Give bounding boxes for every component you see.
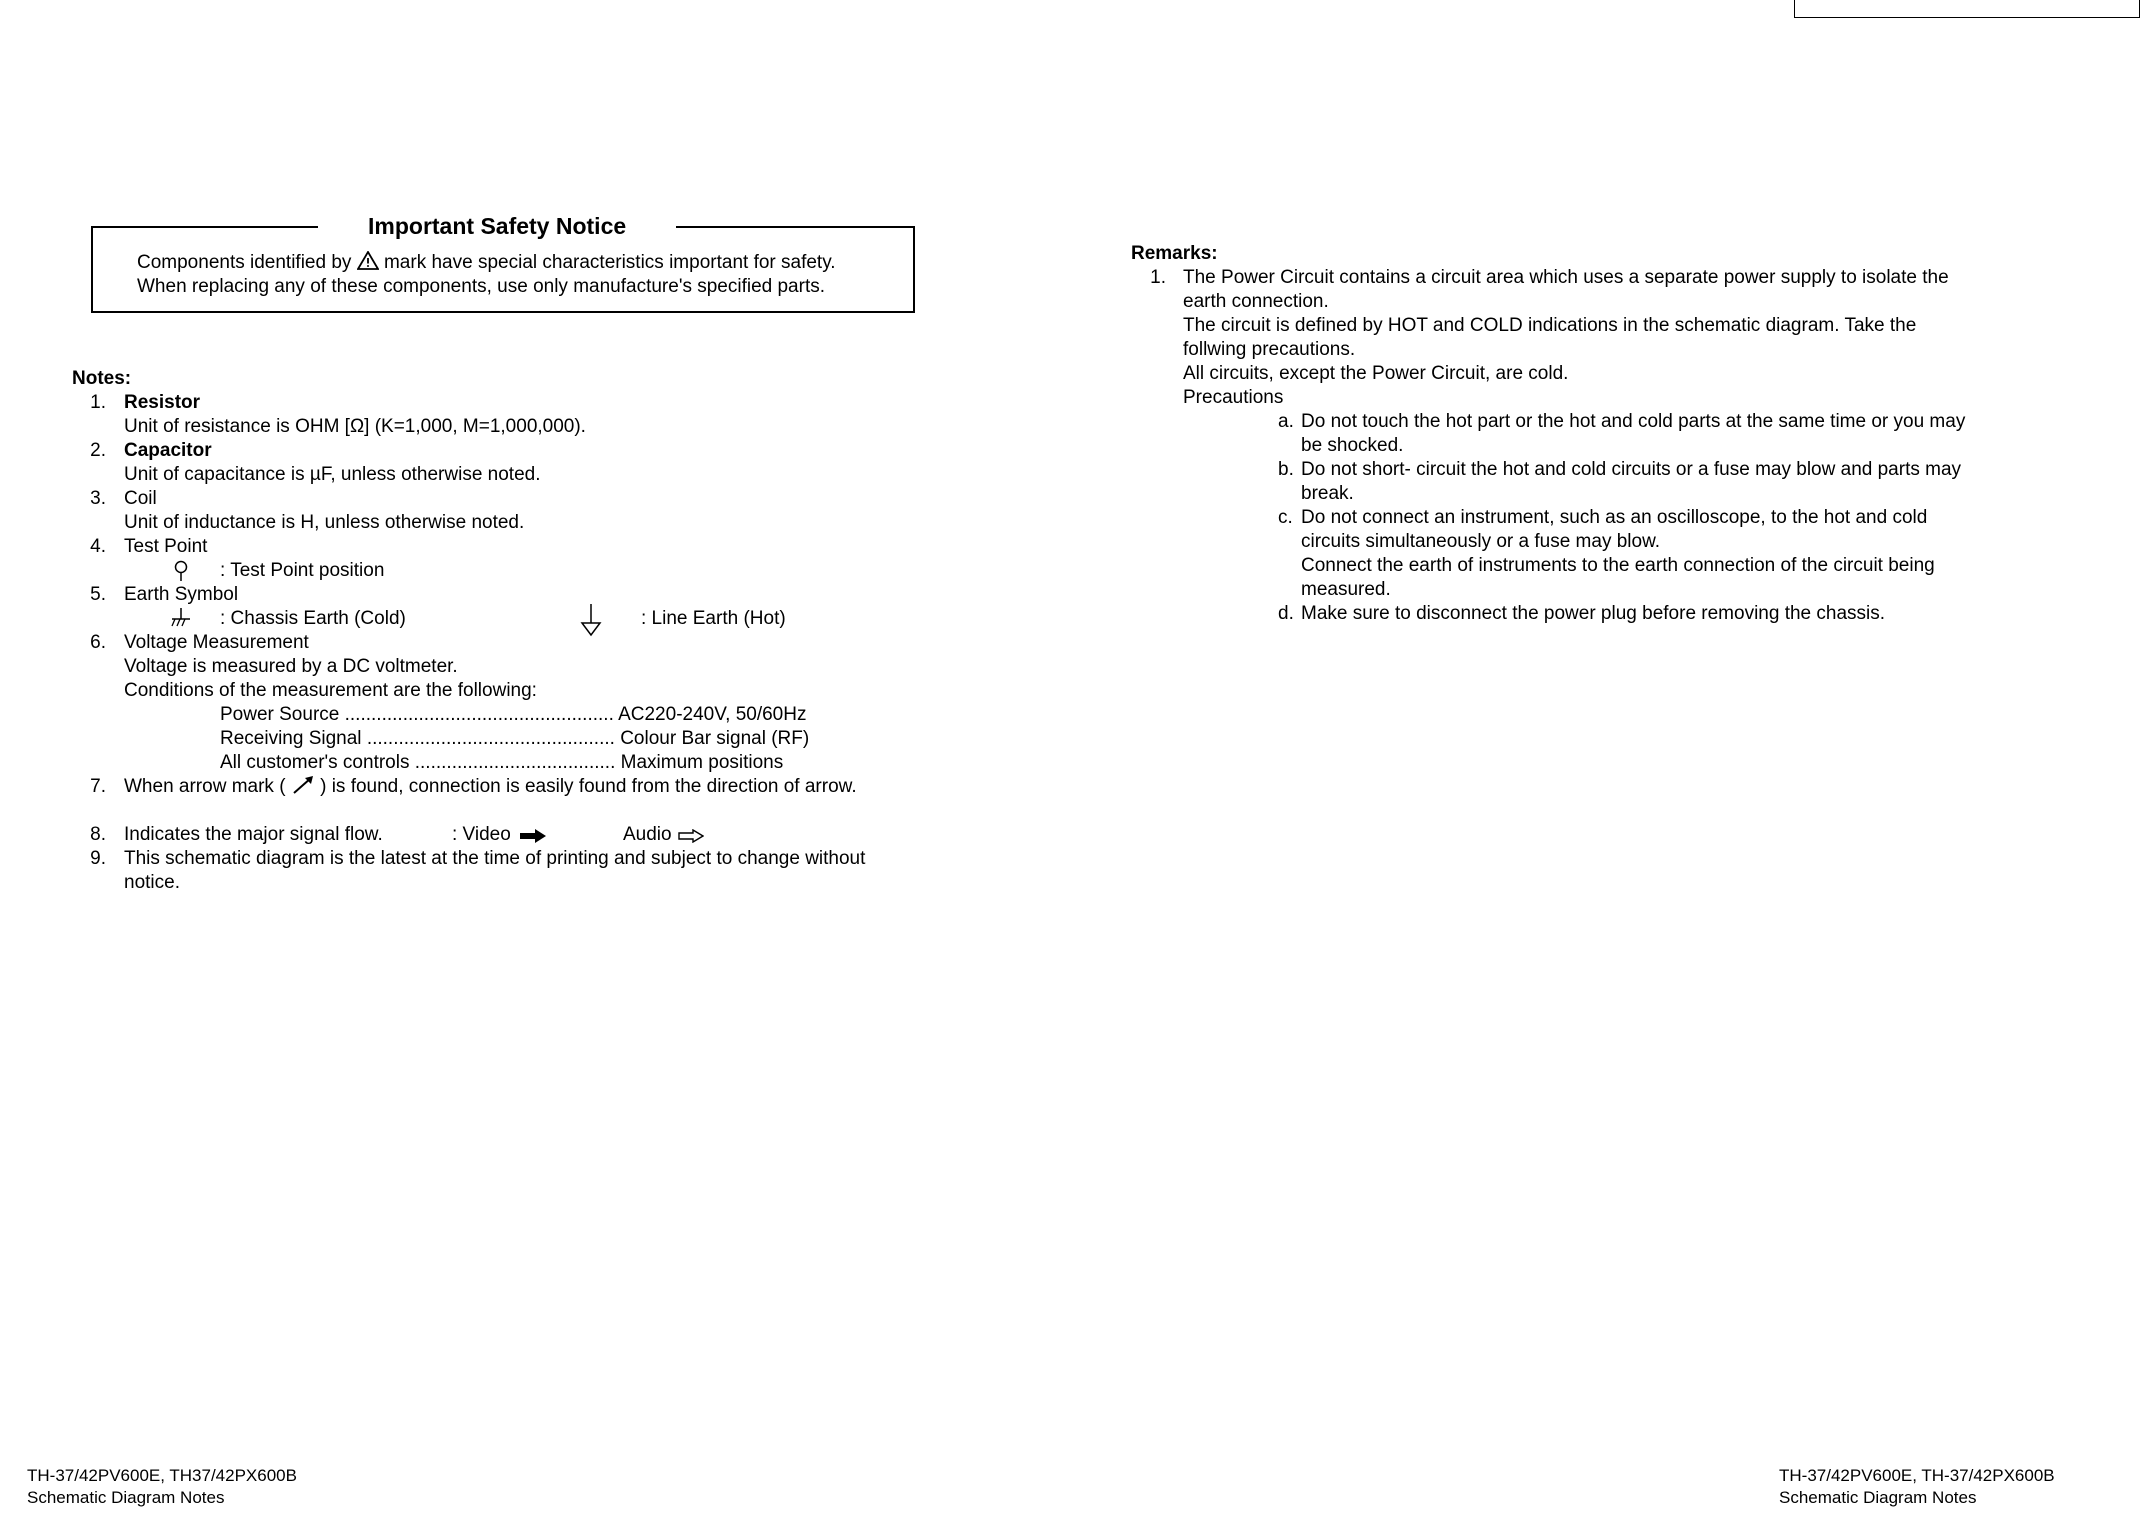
precaution-letter: d. [1278,603,1294,624]
connection-arrow-icon [291,775,315,795]
precaution-letter: b. [1278,459,1294,480]
notes-heading: Notes: [72,368,132,389]
line-earth-icon [580,603,602,637]
chassis-earth-icon [170,606,192,630]
precaution-line: Do not short- circuit the hot and cold circuits or a fuse may blow and parts may [1301,459,1962,480]
note-number: 4. [90,536,106,557]
note-number: 7. [90,776,106,797]
note-text-voltage-2: Conditions of the measurement are the following: [124,680,537,701]
remark-line: follwing precautions. [1183,339,1356,360]
note-number: 8. [90,824,106,845]
note-text-capacitor: Unit of capacitance is µF, unless otherwise noted. [124,464,541,485]
note-title-voltage: Voltage Measurement [124,632,309,653]
remark-line: earth connection. [1183,291,1329,312]
safety-notice-line-1: Components identified by mark have special characteristics important for safety. [137,252,836,273]
note-title-resistor: Resistor [124,392,201,413]
remark-line: Precautions [1183,387,1284,408]
condition-row: Receiving Signal ............................................... Colour Bar signal (RF) [220,728,810,749]
note-title-coil: Coil [124,488,157,509]
note-title-test-point: Test Point [124,536,208,557]
safety-notice-line-2: When replacing any of these components, use only manufacture's specified parts. [137,276,826,297]
footer-right-title: Schematic Diagram Notes [1779,1488,1977,1507]
safety-notice-title: Important Safety Notice [318,210,676,242]
remark-line: The circuit is defined by HOT and COLD indications in the schematic diagram. Take the [1183,315,1917,336]
footer-left-title: Schematic Diagram Notes [27,1488,225,1507]
precaution-line: Do not touch the hot part or the hot and cold parts at the same time or you may [1301,411,1966,432]
note-number: 6. [90,632,106,653]
warning-triangle-icon [357,251,379,270]
note-text-latest-1: This schematic diagram is the latest at the time of printing and subject to change without [124,848,866,869]
remark-line: All circuits, except the Power Circuit, are cold. [1183,363,1569,384]
footer-left-model: TH-37/42PV600E, TH37/42PX600B [27,1466,297,1485]
precaution-letter: c. [1278,507,1293,528]
corner-frame [1794,0,2140,18]
audio-arrow-icon [678,829,704,843]
note-text-voltage-1: Voltage is measured by a DC voltmeter. [124,656,458,677]
note-number: 1. [90,392,106,413]
note-title-earth-symbol: Earth Symbol [124,584,239,605]
note-title-capacitor: Capacitor [124,440,212,461]
condition-row: Power Source ................................................... AC220-240V, 50/60Hz [220,704,807,725]
line-earth-label: : Line Earth (Hot) [641,608,786,629]
note-number: 2. [90,440,106,461]
video-arrow-icon [520,829,546,843]
note-number: 5. [90,584,106,605]
precaution-line: Do not connect an instrument, such as an oscilloscope, to the hot and cold [1301,507,1928,528]
note-text-test-point: : Test Point position [220,560,385,581]
note-number: 3. [90,488,106,509]
remark-number: 1. [1150,267,1166,288]
footer-right-model: TH-37/42PV600E, TH-37/42PX600B [1779,1466,2055,1485]
precaution-line: Connect the earth of instruments to the earth connection of the circuit being [1301,555,1935,576]
note-text-signal-flow: Indicates the major signal flow. [124,824,383,845]
note-text-latest-2: notice. [124,872,180,893]
note-number: 9. [90,848,106,869]
precaution-line: Make sure to disconnect the power plug before removing the chassis. [1301,603,1886,624]
precaution-line: circuits simultaneously or a fuse may blow. [1301,531,1661,552]
chassis-earth-label: : Chassis Earth (Cold) [220,608,406,629]
precaution-letter: a. [1278,411,1294,432]
precaution-line: break. [1301,483,1354,504]
precaution-line: measured. [1301,579,1391,600]
note-text-resistor: Unit of resistance is OHM [Ω] (K=1,000, M=1,000,000). [124,416,586,437]
note-text-coil: Unit of inductance is H, unless otherwise noted. [124,512,525,533]
test-point-icon [172,560,190,582]
remarks-heading: Remarks: [1131,243,1218,264]
condition-row: All customer's controls ...................................... Maximum positions [220,752,784,773]
audio-label: Audio [623,824,672,845]
remark-line: The Power Circuit contains a circuit area which uses a separate power supply to isolate the [1183,267,1949,288]
precaution-line: be shocked. [1301,435,1404,456]
note-text-arrow-mark: When arrow mark ( ) is found, connection is easily found from the direction of arrow. [124,776,857,797]
video-label: : Video [452,824,511,845]
